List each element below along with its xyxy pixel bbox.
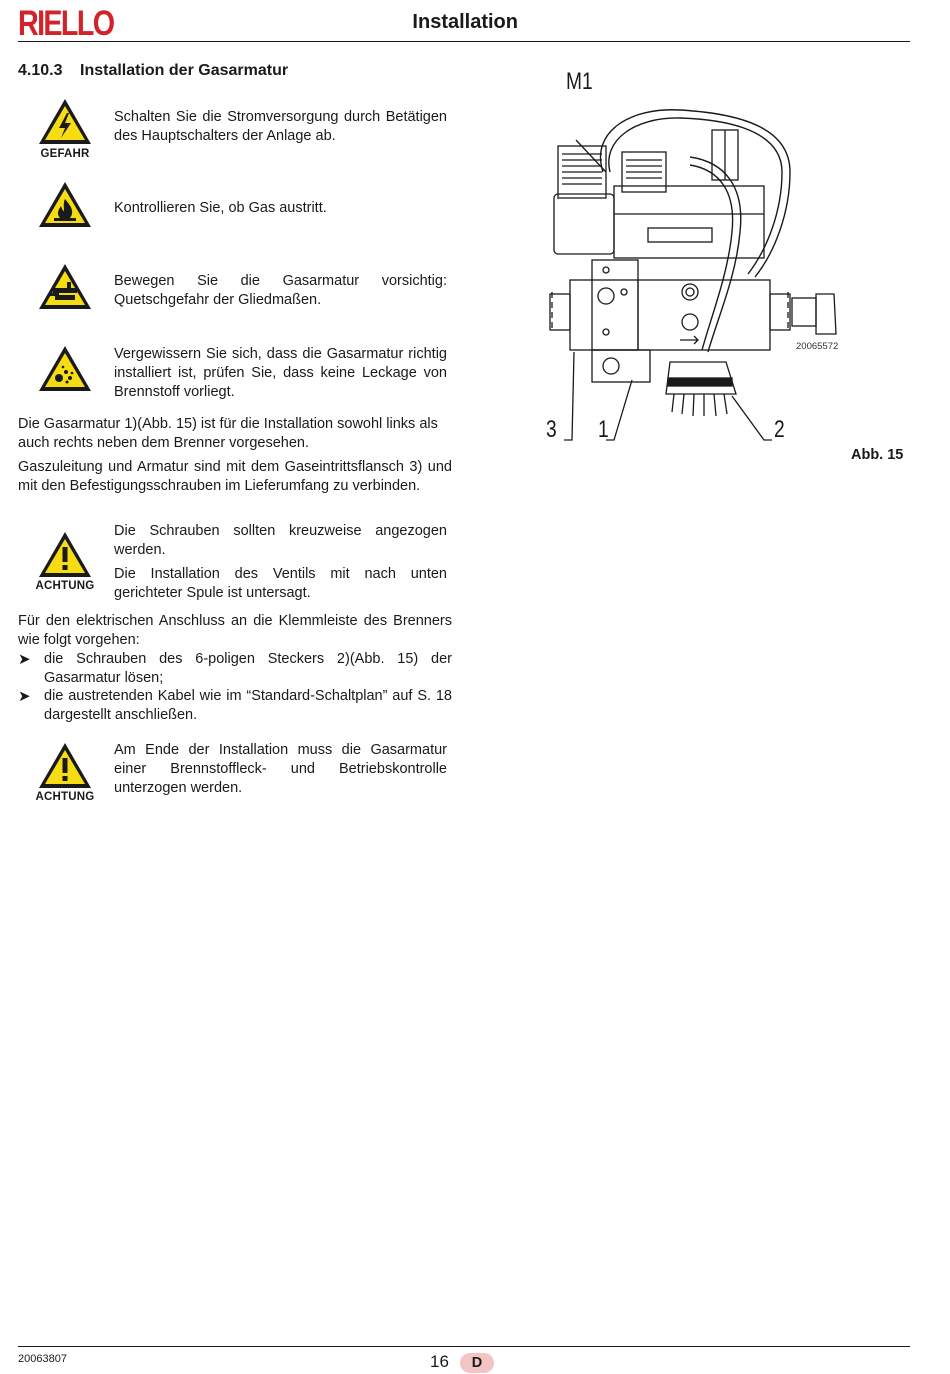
paragraph-electrical: Für den elektrischen Anschluss an die Klemmleiste des Brenners wie folgt vorgehen: [18,613,452,648]
bullet-arrow-icon: ➤ [18,688,31,705]
caution-text-coil: Die Installation des Ventils mit nach unten gerichteter Spule ist untersagt. [114,566,447,601]
bullet-arrow-icon: ➤ [18,651,31,668]
footer-rule [18,1346,910,1347]
caution-label-1: ACHTUNG [35,580,95,592]
language-badge: D [460,1353,494,1373]
warning-text-leak: Vergewissern Sie sich, dass die Gasarmatur richtig installiert ist, prüfen Sie, dass keine Leckage von Brennstoff vorliegt. [114,346,447,400]
electric-hazard-icon [37,97,93,147]
section-heading [18,62,288,80]
exclamation-warning-icon [37,741,93,791]
caution-text-final-check: Am Ende der Installation muss die Gasarmatur einer Brennstoffleck- und Betriebskontrolle unterzogen werden. [114,742,447,796]
gas-valve-figure [540,62,850,452]
header-rule [18,41,910,42]
figure-label-2: 2 [774,416,785,443]
warning-crush [37,262,93,317]
warning-electric [37,97,93,152]
figure-code: 20065572 [796,341,839,352]
bullet-item-screws: die Schrauben des 6-poligen Steckers 2)(Abb. 15) der Gasarmatur lösen; [44,651,452,686]
warning-text-gas: Kontrollieren Sie, ob Gas austritt. [114,200,327,216]
paragraph-installation-side: Die Gasarmatur 1)(Abb. 15) ist für die Installation sowohl links als auch rechts neben dem Brenner vorgesehen. [18,416,438,451]
figure-label-m1: M1 [566,68,593,95]
leak-hazard-icon [37,344,93,394]
flammable-icon [37,180,93,230]
section-title: Installation der Gasarmatur [80,62,289,79]
caution-block-1 [37,530,93,585]
page-number: 16 [430,1352,449,1371]
caution-label-2: ACHTUNG [35,791,95,803]
exclamation-warning-icon [37,530,93,580]
paragraph-gas-connection: Gaszuleitung und Armatur sind mit dem Gaseintrittsflansch 3) und mit den Befestigungsschrauben im Lieferumfang zu verbinden. [18,459,452,494]
section-number: 4.10.3 [18,62,63,79]
footer-doc-number: 20063807 [18,1353,67,1365]
figure-label-3: 3 [546,416,557,443]
caution-text-screws: Die Schrauben sollten kreuzweise angezogen werden. [114,523,447,558]
warning-label-gefahr: GEFAHR [40,148,90,160]
warning-text-power: Schalten Sie die Stromversorgung durch Betätigen des Hauptschalters der Anlage ab. [114,109,447,144]
figure-caption: Abb. 15 [851,447,904,463]
figure-label-1: 1 [598,416,609,443]
warning-leak [37,344,93,399]
bullet-item-cables: die austretenden Kabel wie im “Standard-Schaltplan” auf S. 18 dargestellt anschließen. [44,688,452,723]
page-header-title: Installation [412,11,518,33]
warning-flammable [37,180,93,235]
crush-hazard-icon [37,262,93,312]
riello-logo: RIELLO [18,4,114,43]
caution-block-2 [37,741,93,796]
warning-text-crush: Bewegen Sie die Gasarmatur vorsichtig: Quetschgefahr der Gliedmaßen. [114,273,447,308]
